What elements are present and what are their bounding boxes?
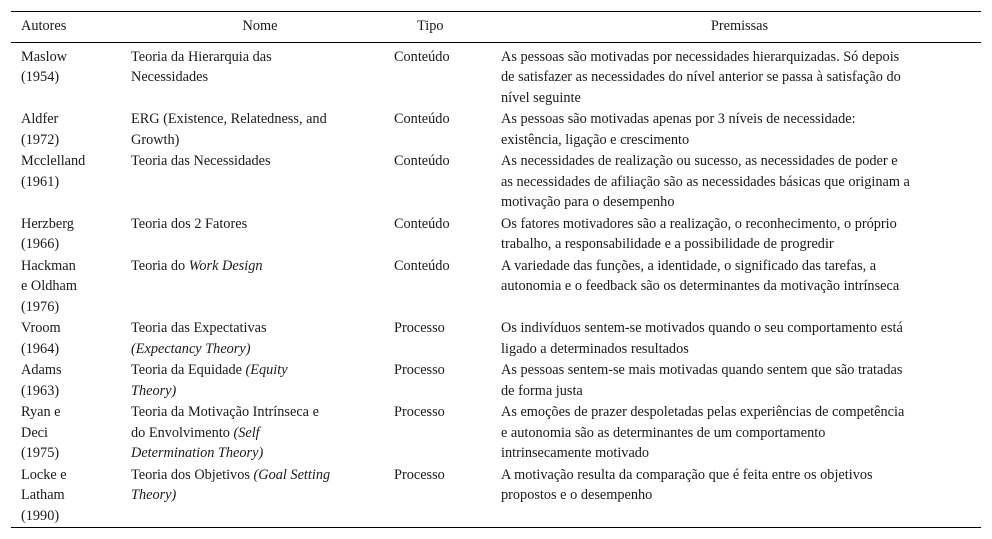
table-body — [11, 42, 981, 528]
author-line: Latham — [21, 487, 65, 503]
theory-name-text: Teoria da Hierarquia das — [131, 48, 272, 65]
premise-line: ligado a determinados resultados — [501, 340, 689, 357]
cell-autores — [11, 402, 129, 465]
cell-premissas — [498, 214, 981, 256]
theory-type: Conteúdo — [394, 153, 450, 169]
theory-name-text: Teoria dos 2 Fatores — [131, 215, 248, 232]
premise-line: autonomia e o feedback são os determinantes da motivação intrínseca — [501, 278, 900, 294]
cell-nome — [129, 256, 391, 319]
premise-line: Os fatores motivadores são a realização, o reconhecimento, o próprio — [501, 215, 897, 232]
table-row — [11, 318, 981, 360]
cell-premissas — [498, 256, 981, 319]
author-line: Adams — [21, 362, 62, 378]
cell-premissas — [498, 151, 981, 214]
premise-line: motivação para o desempenho — [501, 194, 675, 210]
author-line: (1990) — [21, 507, 60, 524]
theory-name-text: Teoria das Expectativas — [131, 320, 267, 336]
theory-name-italic: (Expectancy Theory) — [131, 340, 251, 357]
author-line: Vroom — [21, 320, 61, 336]
author-line: e Oldham — [21, 278, 77, 294]
premise-line: A motivação resulta da comparação que é feita entre os objetivos — [501, 466, 873, 483]
premise-line: de forma justa — [501, 382, 583, 399]
premise-line: As pessoas sentem-se mais motivadas quando sentem que são tratadas — [501, 362, 903, 378]
theory-name-italic: Determination Theory) — [131, 445, 264, 461]
table-row — [11, 42, 981, 109]
premise-line: de satisfazer as necessidades do nível anterior se passa à satisfação do — [501, 69, 901, 85]
cell-tipo — [391, 360, 498, 402]
header-nome: Nome — [242, 18, 278, 34]
theory-name-text: Teoria do — [131, 257, 189, 274]
header-autores: Autores — [21, 18, 67, 34]
author-line: Locke e — [21, 466, 67, 483]
cell-autores — [11, 42, 129, 109]
theory-type: Processo — [394, 466, 445, 483]
theory-type: Conteúdo — [394, 257, 450, 274]
cell-autores — [11, 318, 129, 360]
cell-tipo — [391, 151, 498, 214]
premise-line: As pessoas são motivadas apenas por 3 níveis de necessidade: — [501, 111, 856, 127]
cell-nome — [129, 465, 391, 528]
author-line: Maslow — [21, 48, 68, 65]
cell-premissas — [498, 318, 981, 360]
theory-name-italic: Theory) — [131, 382, 177, 399]
header-tipo: Tipo — [417, 18, 444, 34]
cell-tipo — [391, 465, 498, 528]
cell-tipo — [391, 402, 498, 465]
theory-name-italic: (Equity — [245, 362, 288, 378]
author-line: (1972) — [21, 131, 60, 148]
table-row — [11, 465, 981, 528]
table-row — [11, 214, 981, 256]
cell-tipo — [391, 109, 498, 151]
premise-line: A variedade das funções, a identidade, o significado das tarefas, a — [501, 257, 877, 274]
table-row — [11, 151, 981, 214]
author-line: (1966) — [21, 236, 60, 252]
cell-nome — [129, 318, 391, 360]
theory-name-italic: (Goal Setting — [253, 466, 331, 483]
premise-line: As necessidades de realização ou sucesso, as necessidades de poder e — [501, 153, 898, 169]
theories-table-container — [11, 11, 981, 528]
author-line: Aldfer — [21, 111, 59, 127]
theory-name-text: Teoria das Necessidades — [131, 153, 271, 169]
table-row — [11, 402, 981, 465]
cell-nome — [129, 151, 391, 214]
cell-nome — [129, 214, 391, 256]
cell-autores — [11, 109, 129, 151]
author-line: Deci — [21, 424, 48, 441]
theory-type: Processo — [394, 404, 445, 420]
cell-tipo — [391, 318, 498, 360]
motivation-theories-table — [11, 11, 981, 528]
table-row — [11, 360, 981, 402]
theory-name-text: Teoria da Motivação Intrínseca e — [131, 404, 319, 420]
premise-line: propostos e o desempenho — [501, 487, 653, 503]
theory-name-text: ERG (Existence, Relatedness, and — [131, 111, 327, 127]
premise-line: existência, ligação e crescimento — [501, 131, 690, 148]
table-header — [11, 12, 981, 43]
cell-premissas — [498, 360, 981, 402]
theory-name-italic: (Self — [233, 424, 260, 441]
premise-line: As pessoas são motivadas por necessidades hierarquizadas. Só depois — [501, 48, 900, 65]
cell-autores — [11, 256, 129, 319]
cell-autores — [11, 465, 129, 528]
theory-name-text: do Envolvimento — [131, 424, 234, 441]
cell-premissas — [498, 402, 981, 465]
header-row — [11, 12, 981, 43]
theory-type: Conteúdo — [394, 48, 450, 65]
theory-name-italic: Theory) — [131, 487, 177, 503]
theory-type: Processo — [394, 320, 445, 336]
cell-tipo — [391, 214, 498, 256]
table-row — [11, 109, 981, 151]
premise-line: e autonomia são as determinantes de um comportamento — [501, 424, 826, 441]
cell-nome — [129, 42, 391, 109]
author-line: (1976) — [21, 298, 60, 315]
premise-line: Os indivíduos sentem-se motivados quando o seu comportamento está — [501, 320, 903, 336]
cell-autores — [11, 151, 129, 214]
author-line: (1954) — [21, 69, 60, 85]
author-line: Herzberg — [21, 215, 74, 232]
theory-name-italic: Work Design — [188, 257, 263, 274]
premise-line: trabalho, a responsabilidade e a possibilidade de progredir — [501, 236, 834, 252]
cell-premissas — [498, 465, 981, 528]
cell-premissas — [498, 42, 981, 109]
theory-name-text: Teoria da Equidade — [131, 362, 246, 378]
cell-autores — [11, 214, 129, 256]
theory-name-text: Growth) — [131, 131, 180, 148]
cell-tipo — [391, 256, 498, 319]
cell-tipo — [391, 42, 498, 109]
premise-line: nível seguinte — [501, 89, 581, 106]
author-line: Mcclelland — [21, 153, 86, 169]
cell-premissas — [498, 109, 981, 151]
table-row — [11, 256, 981, 319]
premise-line: as necessidades de afiliação são as necessidades básicas que originam a — [501, 173, 910, 190]
author-line: Ryan e — [21, 404, 61, 420]
header-premissas: Premissas — [710, 18, 769, 34]
author-line: (1963) — [21, 382, 60, 399]
cell-nome — [129, 360, 391, 402]
theory-type: Conteúdo — [394, 215, 450, 232]
cell-nome — [129, 109, 391, 151]
theory-name-text: Teoria dos Objetivos — [131, 466, 254, 483]
author-line: (1964) — [21, 340, 60, 357]
cell-autores — [11, 360, 129, 402]
premise-line: As emoções de prazer despoletadas pelas experiências de competência — [501, 404, 905, 420]
cell-nome — [129, 402, 391, 465]
theory-type: Conteúdo — [394, 111, 450, 127]
theory-name-text: Necessidades — [131, 69, 209, 85]
author-line: Hackman — [21, 257, 76, 274]
theory-type: Processo — [394, 362, 445, 378]
author-line: (1975) — [21, 445, 60, 461]
premise-line: intrinsecamente motivado — [501, 445, 650, 461]
author-line: (1961) — [21, 173, 60, 190]
